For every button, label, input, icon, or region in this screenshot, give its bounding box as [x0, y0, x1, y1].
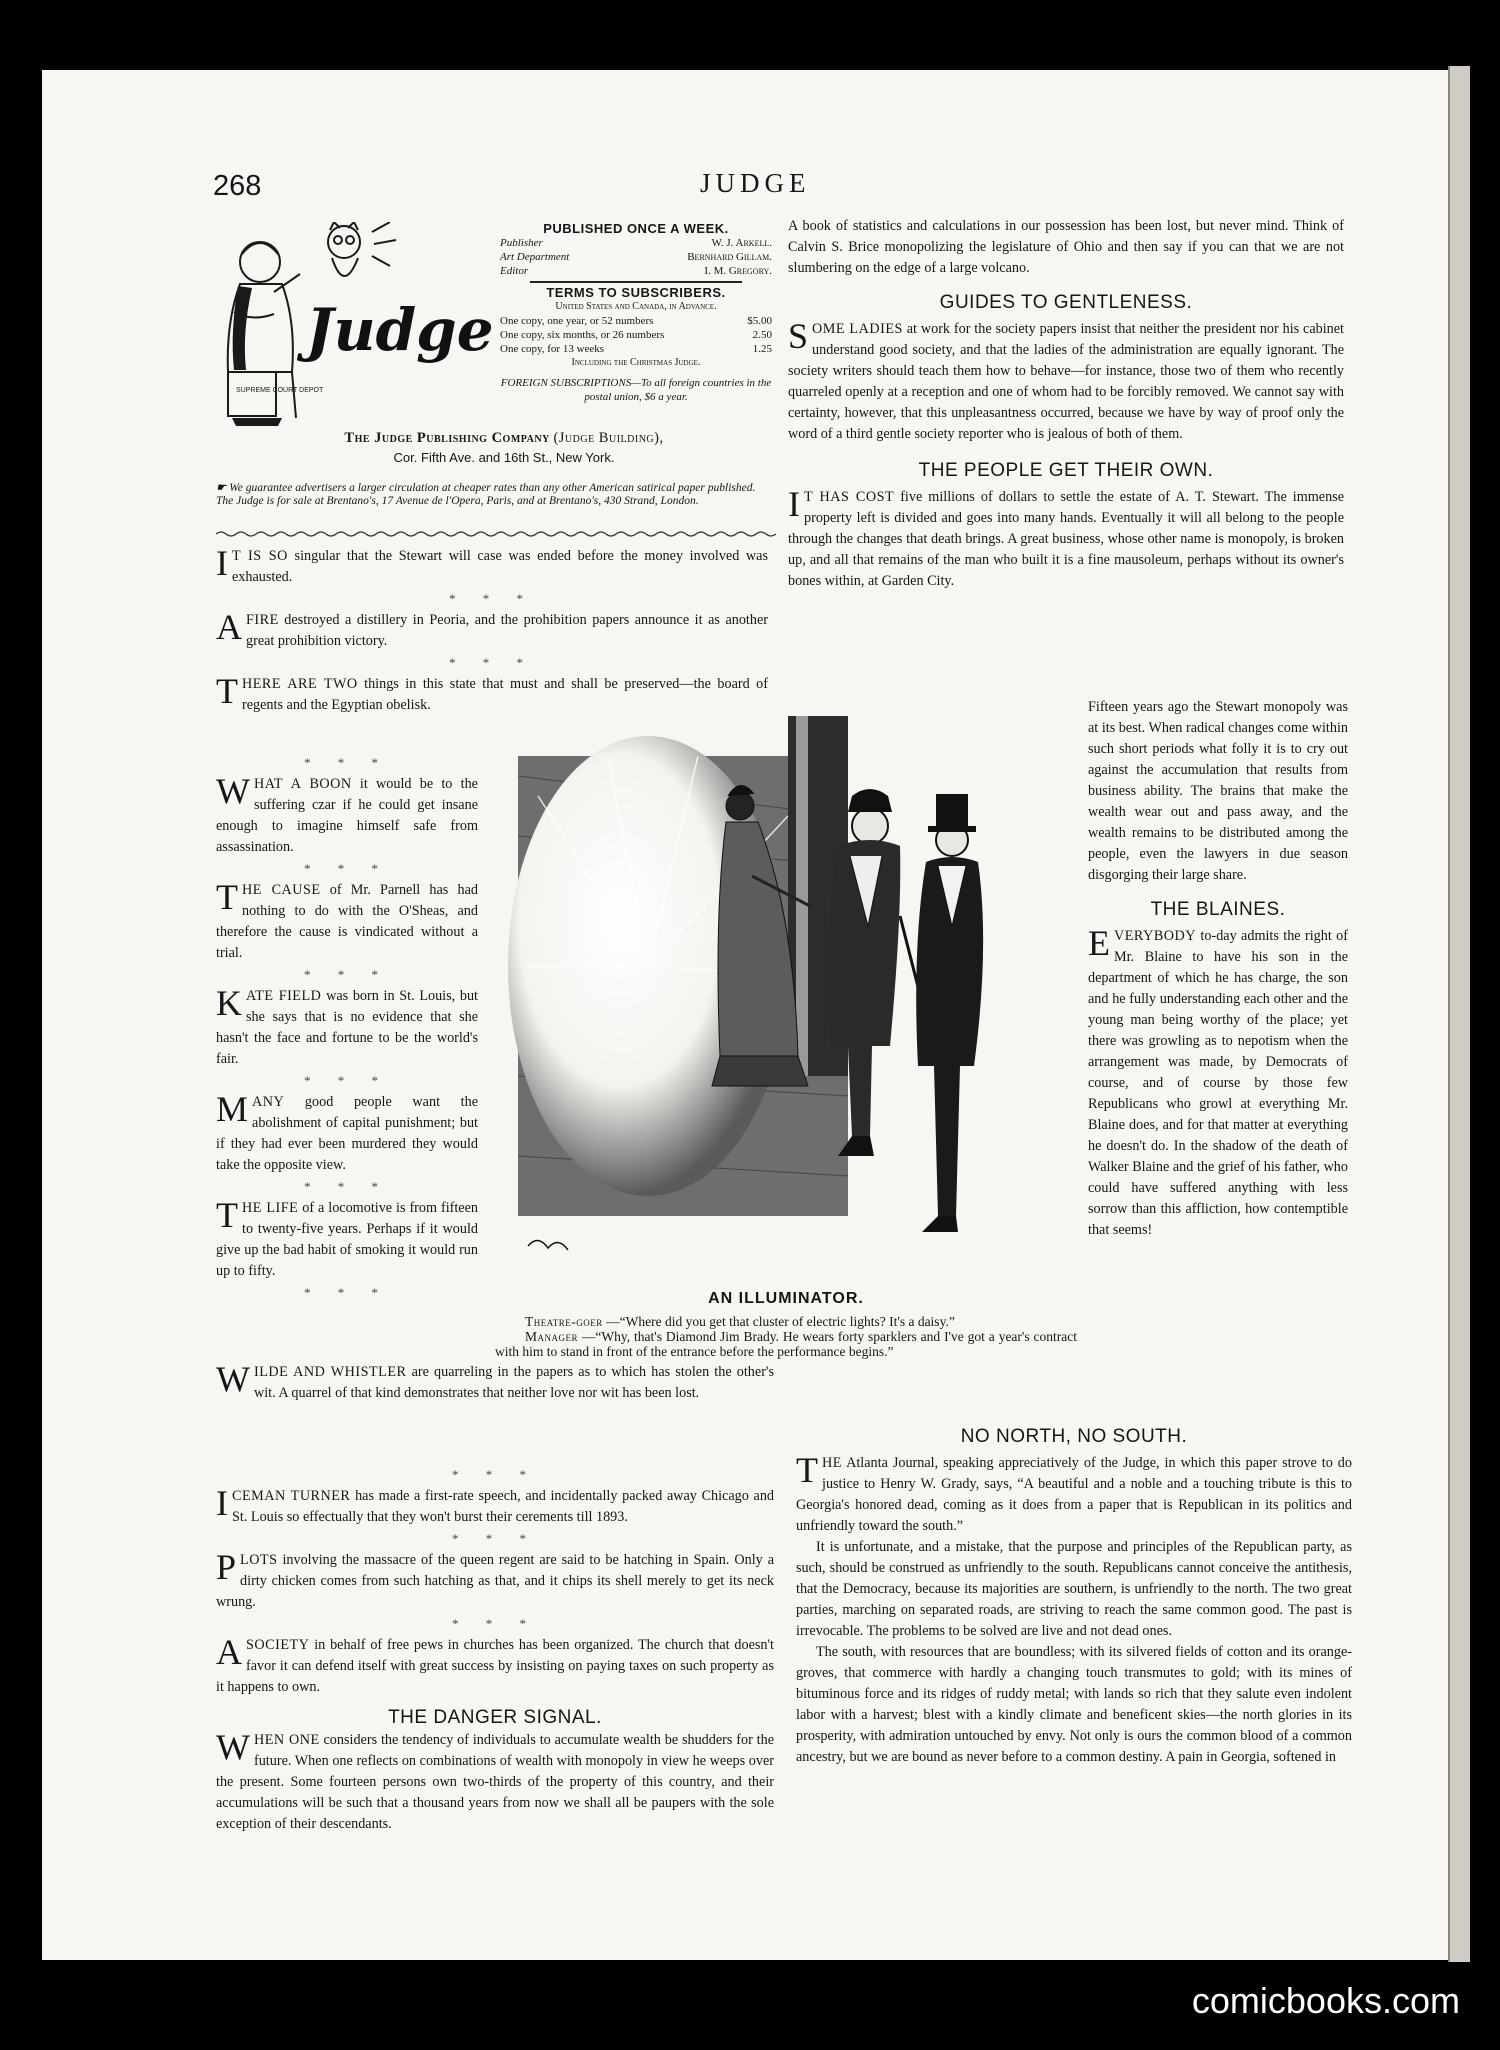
rate-row: One copy, one year, or 52 numbers $5.00	[500, 315, 772, 327]
paragraph-wilde-whistler: WILDE AND WHISTLER are quarreling in the papers as to which has stolen the other's wit. A quarrel of that kind demonstrates that neither love nor wit has been lost.	[216, 1359, 774, 1401]
illuminator-cartoon	[498, 716, 1080, 1280]
separator: * * *	[304, 755, 390, 770]
rate-row: One copy, six months, or 26 numbers 2.50	[500, 329, 772, 341]
source-watermark: comicbooks.com	[1191, 1980, 1460, 2021]
staff-publisher: Publisher W. J. Arkell.	[500, 237, 772, 249]
paragraph-capital-punishment: MANY good people want the abolishment of capital punishment; but if they had ever been murdered they would take the opposite view.	[216, 1089, 478, 1173]
published-weekly-heading: PUBLISHED ONCE A WEEK.	[543, 221, 729, 236]
caption-line-2: Manager —“Why, that's Diamond Jim Brady. He wears forty sparklers and I've got a year's contract with him to stand in front of the entrance before the performance begins.”	[495, 1329, 1077, 1359]
left-bottom-paragraphs	[216, 1464, 774, 1835]
separator: * * *	[452, 1467, 538, 1482]
separator: * * *	[304, 1285, 390, 1300]
cartoon-caption	[495, 1290, 1077, 1359]
left-narrow-paragraphs	[216, 752, 478, 1304]
right-top-paragraphs	[788, 216, 1344, 592]
paragraph-statistics: A book of statistics and calculations in our possession has been lost, but never mind. Think of Calvin S. Brice monopolizing the legislature of Ohio and then say if you can that we are not slumbering on the edge of a large volcano.	[788, 218, 1344, 276]
publisher-building: (Judge Building),	[553, 430, 664, 446]
rates-note: Including the Christmas Judge.	[571, 357, 701, 368]
publisher-block	[236, 428, 772, 468]
separator: * * *	[304, 967, 390, 982]
separator: * * *	[304, 1073, 390, 1088]
guarantee-line-2: The Judge is for sale at Brentano's, 17 Avenue de l'Opera, Paris, and at Brentano's, 430 Strand, London.	[216, 495, 699, 507]
staff-editor: Editor I. M. Gregory.	[500, 265, 772, 277]
paragraph-locomotive: THE LIFE of a locomotive is from fifteen to twenty-five years. Perhaps if it would give up the bad habit of smoking it would run up to fifty.	[216, 1195, 478, 1279]
cartoon-title: AN ILLUMINATOR.	[708, 1290, 864, 1307]
page-edge	[1448, 66, 1470, 1962]
paragraph-parnell: THE CAUSE of Mr. Parnell has had nothing to do with the O'Sheas, and therefore the cause is vindicated without a trial.	[216, 877, 478, 961]
publication-info	[500, 222, 772, 404]
paragraph-republican-party: It is unfortunate, and a mistake, that the purpose and principles of the Republican party, as such, should be construed as unfriendly to the south. Republicans cannot conceive the antithesis, that the Democracy, because its majorities are southern, is unfriendly to the north. The two great parties, marching on separated roads, are striving to reach the same common good. The past is irrevocable. The problems to be solved are live and not dead ones.	[796, 1539, 1352, 1639]
pointing-hand-icon: ☛	[216, 482, 230, 494]
paragraph-atlanta-journal: THE Atlanta Journal, speaking appreciatively of the Judge, in which this paper strove to do justice to Henry W. Grady, says, “A beautiful and a noble and a touching tribute is this to Georgia's honored dead, coming as it does from a paper that is Republican in its politics and unfriendly toward the south.”	[796, 1450, 1352, 1534]
judge-logo	[212, 222, 502, 432]
paragraph-danger-signal: WHEN ONE considers the tendency of individuals to accumulate wealth be shudders for the future. When one reflects on combinations of wealth with monopoly in view he weeps over the present. Some fourteen persons own two-thirds of the property of this country, and their accumulations will be such that a thousand years from now we shall all be paupers with the sole exception of their descendants.	[216, 1727, 774, 1832]
paragraph-fire: A FIRE destroyed a distillery in Peoria, and the prohibition papers announce it as another great prohibition victory.	[216, 607, 768, 649]
wavy-divider	[216, 530, 776, 538]
paragraph-stewart: I T IS SO singular that the Stewart will case was ended before the money involved was exhausted.	[216, 543, 768, 585]
separator: * * *	[304, 1179, 390, 1194]
guarantee-notice	[216, 482, 776, 508]
rate-row: One copy, for 13 weeks 1.25	[500, 343, 772, 355]
separator: * * *	[304, 861, 390, 876]
separator: * * *	[449, 591, 535, 606]
blaines-heading: THE BLAINES.	[1150, 899, 1286, 920]
danger-signal-heading: THE DANGER SIGNAL.	[388, 1707, 602, 1728]
page-number: 268	[213, 170, 262, 202]
publisher-company: The Judge Publishing Company	[344, 430, 550, 446]
paragraph-free-pews: A SOCIETY in behalf of free pews in churches has been organized. The church that doesn't favor it can defend itself with great success by insisting on paying taxes on such property as it happens to own.	[216, 1632, 774, 1695]
logo-box-label: SUPREME COURT DEPOT	[236, 387, 324, 394]
masthead: JUDGE	[700, 168, 811, 198]
separator: * * *	[452, 1531, 538, 1546]
foreign-subscriptions: FOREIGN SUBSCRIPTIONS—To all foreign countries in the postal union, $6 a year.	[500, 377, 772, 403]
guarantee-line-1: ☛ We guarantee advertisers a larger circulation at cheaper rates than any other American satirical paper published.	[216, 482, 756, 494]
paragraph-czar: WHAT A BOON it would be to the suffering czar if he could get insane enough to imagine himself safe from assassination.	[216, 771, 478, 855]
paragraph-people: I T HAS COST five millions of dollars to settle the estate of A. T. Stewart. The immense property left is divided and goes into many hands. Eventually it will all belong to the people through the changes that death brings. A great business, whose other name is monopoly, is broken up, and all that remains of the man who built it is a fine mausoleum, perhaps without its owner's bones within, at Garden City.	[788, 484, 1345, 589]
paragraph-kate-field: KATE FIELD was born in St. Louis, but she says that is no evidence that she hasn't the face and fortune to be the world's fair.	[216, 983, 478, 1067]
separator: * * *	[449, 655, 535, 670]
people-heading: THE PEOPLE GET THEIR OWN.	[918, 460, 1214, 481]
paragraph-two-things: THERE ARE TWO things in this state that must and shall be preserved—the board of regents and the Egyptian obelisk.	[216, 671, 768, 713]
terms-subtitle: United States and Canada, in Advance.	[555, 301, 717, 312]
separator: * * *	[452, 1616, 538, 1631]
cartoon-illustration	[498, 716, 1080, 1280]
divider	[530, 281, 742, 283]
caption-line-1: Theatre-goer —“Where did you get that cluster of electric lights? It's a daisy.”	[525, 1314, 955, 1329]
terms-heading: TERMS TO SUBSCRIBERS.	[546, 285, 726, 300]
publisher-address: Cor. Fifth Ave. and 16th St., New York.	[393, 450, 615, 465]
paragraph-stewart-monopoly: Fifteen years ago the Stewart monopoly was at its best. When radical changes come within such short periods what folly it is to cry out against the accumulation that results from business ability. The brains that make the wealth wear out and pass away, and the wealth remains to be distributed among the people, even the lawyers in due season disgorging their large share.	[1088, 699, 1348, 883]
logo-wordmark: Judge	[306, 296, 494, 364]
no-north-heading: NO NORTH, NO SOUTH.	[960, 1426, 1188, 1447]
paragraph-plots: PLOTS involving the massacre of the queen regent are said to be hatching in Spain. Only a dirty chicken comes from such hatching as that, and it chips its shell merely to get its neck wrung.	[216, 1547, 774, 1610]
judge-figure-illustration	[212, 222, 502, 432]
paragraph-blaines: EVERYBODY to-day admits the right of Mr. Blaine to have his son in the department of which he has charge, the son and he fully understanding each other and the young man being worthy of the place; yet there was growling as to nepotism when the arrangement was made, by Democrats of course, and of course by those few Republicans who growl at everything Mr. Blaine does, and for that matter at everything he doesn't do. In the shadow of the death of Walker Blaine and the grief of his father, who could have suffered anything with less sorrow than this affliction, how contemptible that seems!	[1088, 923, 1348, 1238]
guides-heading: GUIDES TO GENTLENESS.	[939, 292, 1193, 313]
right-bottom-paragraphs	[796, 1425, 1352, 1768]
staff-art: Art Department Bernhard Gillam.	[500, 251, 772, 263]
left-top-paragraphs	[216, 543, 768, 716]
paragraph-south-resources: The south, with resources that are boundless; with its silvered fields of cotton and its orange-groves, that commerce with hardly a changing touch transmutes to gold; with its mines of bituminous force and its ridges of ruddy metal; with lands so rich that they salute even indolent labor with a harvest; blest with a kindly climate and beneficent skies—the north glories in its prosperity, with admiration untouched by envy. Not only is ours the common blood of a common ancestry, but we are bound as never before to a common destiny. A pain in Georgia, softened in	[796, 1644, 1352, 1765]
paragraph-iceman-turner: ICEMAN TURNER has made a first-rate speech, and incidentally packed away Chicago and St. Louis so effectually that they won't burst their cerements till 1893.	[216, 1483, 775, 1525]
paragraph-guides: SOME LADIES at work for the society papers insist that neither the president nor his cabinet understand good society, and that the ladies of the administration are equally ignorant. The society writers should teach them how to behave—for instance, those two of them who recently quarreled openly at a reception and one of whom had to be forcibly removed. We cannot say with certainty, however, that this unpleasantness occurred, because we have by way of proof only the word of a third gentle society reporter who is jealous of both of them.	[788, 316, 1344, 442]
right-narrow-paragraphs	[1088, 697, 1348, 1241]
